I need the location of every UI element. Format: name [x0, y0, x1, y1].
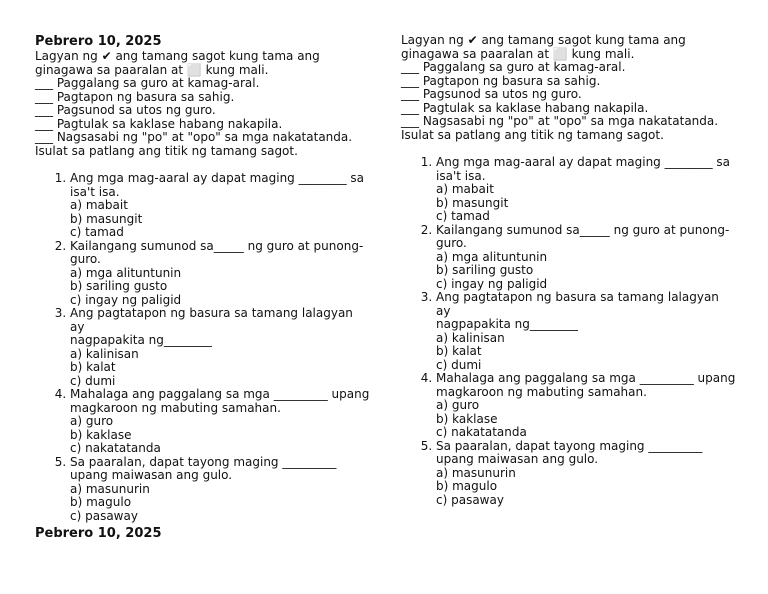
answer-option: a) mabait — [70, 198, 128, 212]
question-item — [436, 224, 736, 292]
question-text: guro. — [70, 252, 101, 266]
question-text: 3. Ang pagtatapon ng basura sa tamang lalagyan ay — [70, 306, 353, 334]
question-text: magkaroon ng mabuting samahan. — [70, 400, 281, 415]
answer-option: b) masungit — [70, 211, 143, 226]
answer-option: a) guro — [436, 398, 480, 412]
question-item — [70, 240, 370, 308]
question-item — [70, 172, 370, 240]
tick-item: ___ Nagsasabi ng "po" at "opo" sa mga nakatatanda. — [35, 130, 353, 144]
question-text: 2. Kailangang sumunod sa_____ ng guro at punong- — [70, 238, 364, 253]
question-text: nagpapakita ng________ — [70, 333, 212, 347]
question-text: isa't isa. — [436, 168, 486, 183]
question-item — [70, 456, 370, 524]
tick-item: ___ Pagsunod sa utos ng guro. — [401, 87, 582, 101]
answer-option: b) magulo — [436, 479, 498, 493]
answer-option: c) pasaway — [436, 492, 504, 507]
question-text: 5. Sa paaralan, dapat tayong maging _________ — [70, 454, 337, 469]
instruction-line: ginagawa sa paaralan at ⬜ kung mali. — [401, 46, 635, 61]
answer-option: c) tamad — [70, 225, 124, 239]
instruction-line: ginagawa sa paaralan at ⬜ kung mali. — [35, 62, 269, 77]
answer-option: c) dumi — [436, 357, 482, 372]
answer-option: c) nakatatanda — [436, 425, 527, 439]
question-text: 3. Ang pagtatapon ng basura sa tamang lalagyan ay — [436, 290, 719, 318]
question-list — [401, 156, 736, 507]
question-text: nagpapakita ng________ — [436, 317, 578, 331]
tick-item: ___ Paggalang sa guro at kamag-aral. — [401, 60, 626, 74]
footer-date: Pebrero 10, 2025 — [35, 526, 162, 541]
question-text: 5. Sa paaralan, dapat tayong maging _________ — [436, 438, 703, 453]
answer-option: b) kaklase — [70, 427, 132, 442]
question-text: 4. Mahalaga ang paggalang sa mga _________ upang — [436, 371, 736, 385]
tick-item: ___ Pagtapon ng basura sa sahig. — [401, 73, 601, 88]
question-text: upang maiwasan ang gulo. — [70, 468, 233, 482]
instruction-line: Lagyan ng ✔ ang tamang sagot kung tama ang — [401, 33, 686, 47]
answer-option: c) tamad — [436, 209, 490, 223]
answer-option: c) ingay ng paligid — [436, 276, 548, 291]
question-item — [70, 388, 370, 456]
question-text: magkaroon ng mabuting samahan. — [436, 384, 647, 399]
answer-option: a) mga alituntunin — [70, 265, 182, 280]
answer-option: b) sariling gusto — [70, 279, 168, 293]
answer-option: b) kaklase — [436, 411, 498, 426]
tick-item: ___ Pagsunod sa utos ng guro. — [35, 103, 216, 117]
question-list — [35, 172, 370, 523]
answer-option: b) sariling gusto — [436, 263, 534, 277]
tick-item: ___ Pagtapon ng basura sa sahig. — [35, 89, 235, 104]
answer-option: b) kalat — [70, 360, 116, 374]
answer-option: a) guro — [70, 414, 114, 428]
question-text: 4. Mahalaga ang paggalang sa mga _________ upang — [70, 387, 370, 401]
question-item — [436, 291, 736, 372]
worksheet-right — [401, 34, 736, 507]
tick-item: ___ Pagtulak sa kaklase habang nakapila. — [401, 100, 649, 115]
question-text: 1. Ang mga mag-aaral ay dapat maging ________ sa — [436, 155, 731, 169]
instruction-line: Lagyan ng ✔ ang tamang sagot kung tama ang — [35, 49, 320, 63]
answer-option: a) mabait — [436, 182, 494, 196]
answer-option: a) masunurin — [436, 465, 516, 480]
question-item — [436, 440, 736, 508]
answer-option: b) kalat — [436, 344, 482, 358]
answer-option: c) nakatatanda — [70, 441, 161, 455]
answer-option: a) kalinisan — [70, 346, 139, 361]
answer-option: b) masungit — [436, 195, 509, 210]
answer-option: a) mga alituntunin — [436, 249, 548, 264]
answer-option: a) kalinisan — [436, 330, 505, 345]
question-text: guro. — [436, 236, 467, 250]
instruction-choice: Isulat sa patlang ang titik ng tamang sagot. — [401, 127, 664, 142]
answer-option: c) ingay ng paligid — [70, 292, 182, 307]
question-text: 1. Ang mga mag-aaral ay dapat maging ________ sa — [70, 171, 365, 185]
question-item — [436, 156, 736, 224]
question-text: 2. Kailangang sumunod sa_____ ng guro at punong- — [436, 222, 730, 237]
answer-option: a) masunurin — [70, 481, 150, 496]
answer-option: c) pasaway — [70, 508, 138, 523]
instruction-choice: Isulat sa patlang ang titik ng tamang sagot. — [35, 143, 298, 158]
worksheet-left — [35, 34, 370, 523]
question-text: isa't isa. — [70, 184, 120, 199]
tick-item: ___ Nagsasabi ng "po" at "opo" sa mga nakatatanda. — [401, 114, 719, 128]
tick-item: ___ Paggalang sa guro at kamag-aral. — [35, 76, 260, 90]
tick-item: ___ Pagtulak sa kaklase habang nakapila. — [35, 116, 283, 131]
question-item — [70, 307, 370, 388]
worksheet-date: Pebrero 10, 2025 — [35, 34, 162, 49]
question-text: upang maiwasan ang gulo. — [436, 452, 599, 466]
answer-option: c) dumi — [70, 373, 116, 388]
answer-option: b) magulo — [70, 495, 132, 509]
question-item — [436, 372, 736, 440]
